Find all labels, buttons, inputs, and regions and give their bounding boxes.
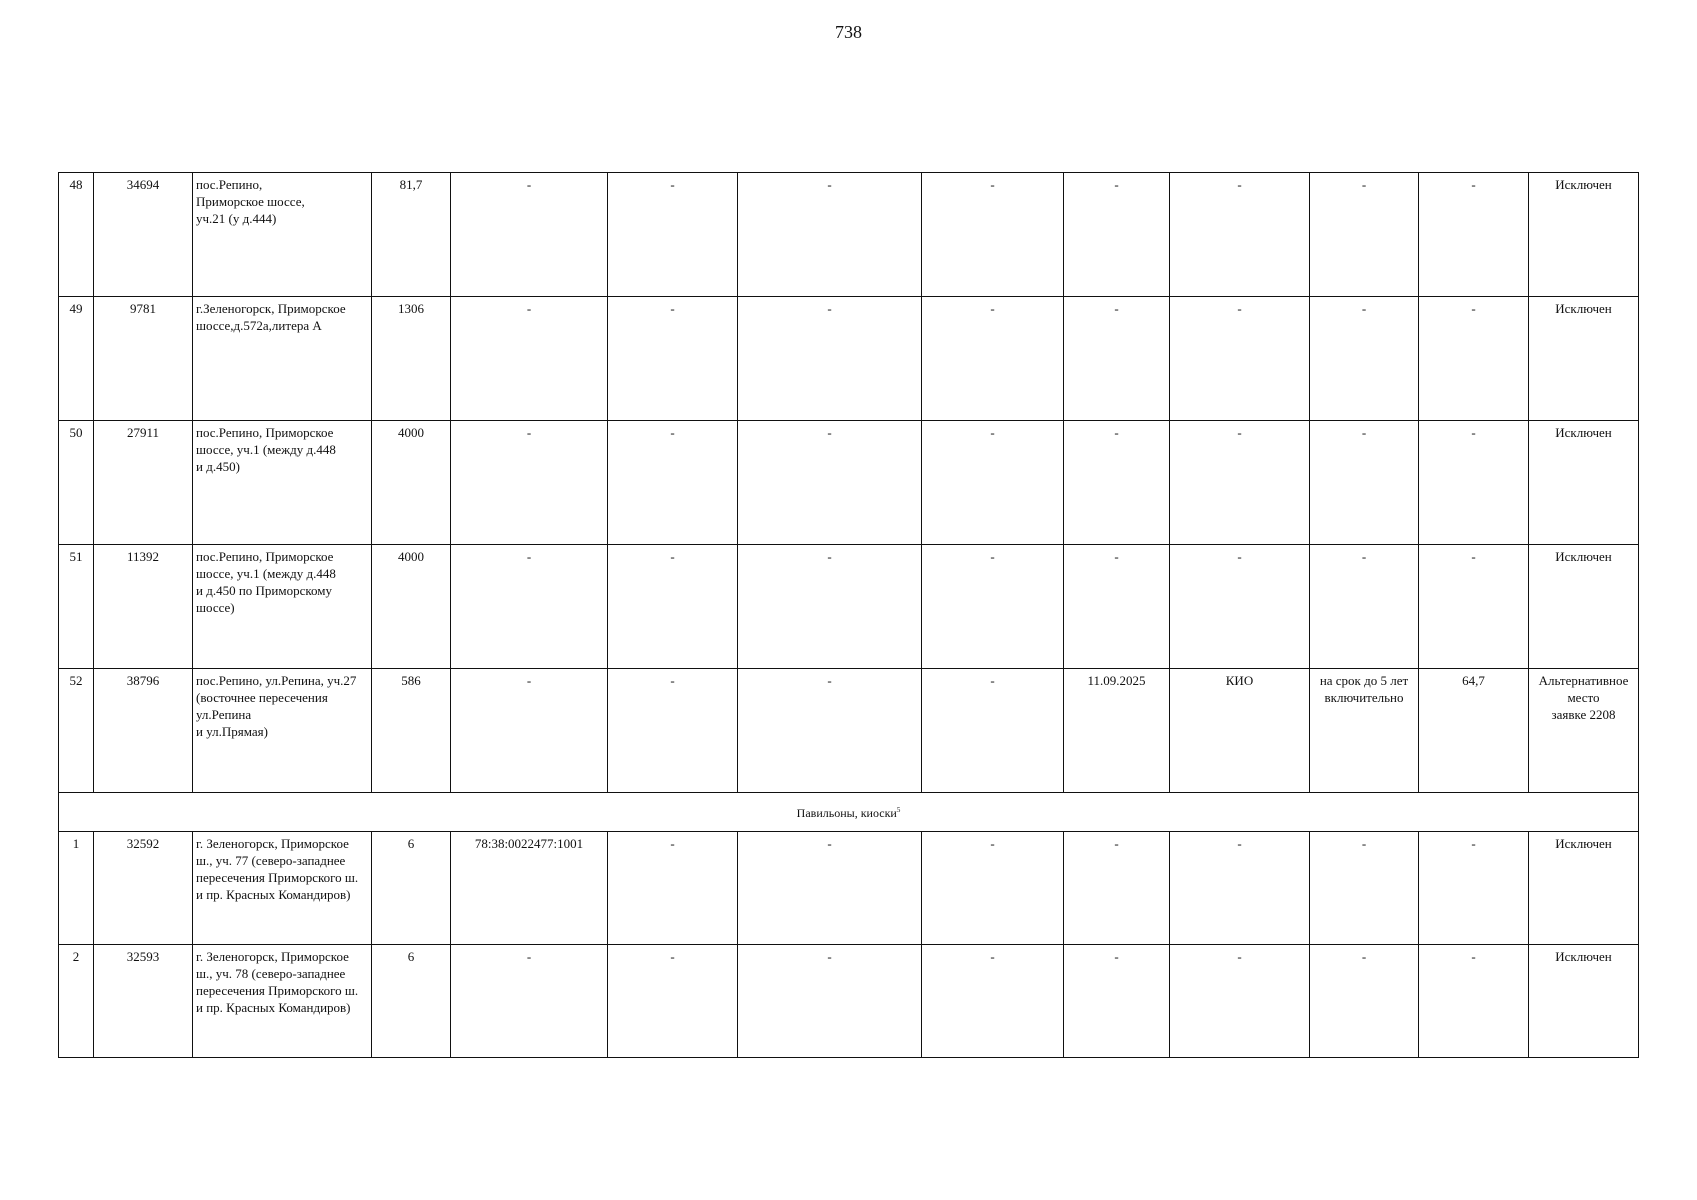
table-row [59, 832, 1639, 945]
cell-address [193, 421, 372, 545]
table-row [59, 669, 1639, 793]
cell-date-text: - [1114, 177, 1119, 192]
cell-term-text: - [1361, 177, 1367, 192]
cell-address-text: пос.Репино, Приморское шоссе, уч.1 (между д.448 и д.450 по Приморскому шоссе) [196, 549, 336, 615]
cell-status [1529, 297, 1639, 421]
cell-object-id [94, 832, 193, 945]
cell-col8-text: - [990, 549, 995, 564]
cell-area [372, 173, 451, 297]
cell-term-text: - [1361, 425, 1367, 440]
cell-cadastral-text: - [526, 549, 532, 564]
cell-col6 [608, 545, 738, 669]
cell-area [372, 832, 451, 945]
cell-status [1529, 945, 1639, 1058]
cell-number-text: 51 [69, 549, 83, 564]
cell-term [1310, 173, 1419, 297]
cell-col6-text: - [670, 836, 675, 851]
cell-area [372, 545, 451, 669]
cell-status-text: Альтернативное место заявке 2208 [1538, 673, 1629, 722]
cell-col6-text: - [670, 673, 675, 688]
table-body-after-section [59, 832, 1639, 1058]
cell-value-text: - [1471, 949, 1476, 964]
cell-status-text: Исключен [1555, 949, 1612, 964]
table-row [59, 421, 1639, 545]
cell-authority-text: - [1237, 549, 1242, 564]
cell-col7 [738, 173, 922, 297]
cell-cadastral [451, 421, 608, 545]
cell-authority [1170, 173, 1310, 297]
cell-authority-text: КИО [1225, 673, 1254, 688]
registry-table [58, 172, 1639, 1058]
cell-col6 [608, 421, 738, 545]
cell-col7 [738, 545, 922, 669]
cell-value [1419, 173, 1529, 297]
cell-col7-text: - [827, 949, 832, 964]
cell-number [59, 545, 94, 669]
cell-term-text: на срок до 5 лет включительно [1319, 673, 1409, 705]
cell-date [1064, 421, 1170, 545]
cell-col8-text: - [990, 177, 995, 192]
cell-col6-text: - [670, 949, 675, 964]
cell-number [59, 669, 94, 793]
cell-term-text: - [1361, 301, 1367, 316]
cell-object-id-text: 11392 [126, 549, 160, 564]
cell-col8 [922, 173, 1064, 297]
table-row [59, 173, 1639, 297]
section-footnote-marker: 5 [896, 806, 901, 814]
cell-cadastral [451, 669, 608, 793]
cell-area [372, 421, 451, 545]
cell-area [372, 945, 451, 1058]
cell-term-text: - [1361, 549, 1367, 564]
cell-term-text: - [1361, 949, 1367, 964]
cell-value [1419, 669, 1529, 793]
cell-area-text: 4000 [398, 425, 424, 440]
cell-col7 [738, 945, 922, 1058]
cell-status [1529, 669, 1639, 793]
cell-area-text: 81,7 [399, 177, 423, 192]
cell-object-id-text: 32593 [126, 949, 160, 964]
cell-col6 [608, 173, 738, 297]
cell-term-text: - [1361, 836, 1367, 851]
cell-area [372, 669, 451, 793]
cell-area-text: 6 [407, 949, 415, 964]
cell-area-text: 1306 [398, 301, 424, 316]
cell-number-text: 49 [69, 301, 83, 316]
cell-number-text: 48 [69, 177, 83, 192]
cell-address-text: пос.Репино, Приморское шоссе, уч.21 (у д.444) [196, 177, 305, 226]
cell-col7-text: - [827, 673, 832, 688]
cell-cadastral-text: - [526, 949, 532, 964]
cell-date [1064, 297, 1170, 421]
cell-value [1419, 421, 1529, 545]
cell-authority [1170, 421, 1310, 545]
cell-address [193, 945, 372, 1058]
cell-col7-text: - [827, 301, 832, 316]
cell-col8 [922, 945, 1064, 1058]
cell-col6 [608, 945, 738, 1058]
cell-authority-text: - [1237, 301, 1242, 316]
table-row [59, 545, 1639, 669]
cell-col6 [608, 669, 738, 793]
cell-col7 [738, 669, 922, 793]
cell-col8 [922, 669, 1064, 793]
cell-number [59, 421, 94, 545]
cell-col7-text: - [827, 425, 832, 440]
cell-col7 [738, 297, 922, 421]
cell-col8 [922, 545, 1064, 669]
cell-col6 [608, 832, 738, 945]
cell-number-text: 50 [69, 425, 83, 440]
cell-date [1064, 669, 1170, 793]
cell-number [59, 945, 94, 1058]
cell-date-text: - [1114, 301, 1119, 316]
section-header [59, 793, 1639, 832]
cell-date-text: 11.09.2025 [1087, 673, 1146, 688]
cell-authority-text: - [1237, 949, 1242, 964]
cell-authority [1170, 832, 1310, 945]
cell-address [193, 297, 372, 421]
cell-date-text: - [1114, 425, 1119, 440]
cell-cadastral-text: - [526, 177, 532, 192]
cell-col8 [922, 832, 1064, 945]
cell-cadastral-text: - [526, 301, 532, 316]
cell-value-text: - [1471, 549, 1476, 564]
cell-authority-text: - [1237, 425, 1242, 440]
cell-col6-text: - [670, 425, 675, 440]
cell-value-text: - [1471, 301, 1476, 316]
cell-area-text: 4000 [398, 549, 424, 564]
cell-object-id-text: 38796 [126, 673, 160, 688]
cell-value [1419, 545, 1529, 669]
cell-date-text: - [1114, 949, 1119, 964]
cell-col8 [922, 421, 1064, 545]
table-body-before-section [59, 173, 1639, 793]
cell-term [1310, 297, 1419, 421]
cell-number [59, 832, 94, 945]
cell-term [1310, 832, 1419, 945]
section-row [59, 793, 1639, 832]
cell-col8-text: - [990, 425, 995, 440]
cell-cadastral [451, 297, 608, 421]
cell-term [1310, 669, 1419, 793]
cell-address [193, 173, 372, 297]
cell-status-text: Исключен [1555, 425, 1612, 440]
section-heading: Павильоны, киоски [796, 806, 897, 820]
cell-cadastral-text: - [526, 425, 532, 440]
cell-term [1310, 545, 1419, 669]
cell-number [59, 297, 94, 421]
cell-authority [1170, 669, 1310, 793]
cell-value [1419, 832, 1529, 945]
cell-authority [1170, 545, 1310, 669]
cell-number-text: 2 [72, 949, 80, 964]
table-row [59, 297, 1639, 421]
cell-cadastral [451, 173, 608, 297]
cell-col6 [608, 297, 738, 421]
cell-cadastral [451, 832, 608, 945]
cell-area [372, 297, 451, 421]
cell-col8-text: - [990, 673, 995, 688]
cell-col6-text: - [670, 549, 675, 564]
cell-authority [1170, 945, 1310, 1058]
cell-status [1529, 545, 1639, 669]
cell-authority-text: - [1237, 836, 1242, 851]
cell-area-text: 6 [407, 836, 415, 851]
cell-status [1529, 832, 1639, 945]
cell-address-text: г. Зеленогорск, Приморское ш., уч. 77 (северо-западнее пересечения Приморского ш. и пр. Красных Командиров) [196, 836, 359, 902]
cell-status-text: Исключен [1555, 836, 1612, 851]
cell-address [193, 545, 372, 669]
cell-term [1310, 421, 1419, 545]
cell-col8-text: - [990, 301, 995, 316]
cell-value-text: 64,7 [1462, 673, 1485, 688]
cell-col8-text: - [990, 836, 995, 851]
cell-number-text: 52 [69, 673, 83, 688]
cell-term [1310, 945, 1419, 1058]
cell-date [1064, 945, 1170, 1058]
cell-value [1419, 945, 1529, 1058]
cell-date [1064, 832, 1170, 945]
cell-col6-text: - [670, 177, 675, 192]
cell-date-text: - [1114, 836, 1119, 851]
cell-address-text: г. Зеленогорск, Приморское ш., уч. 78 (северо-западнее пересечения Приморского ш. и пр. Красных Командиров) [196, 949, 359, 1015]
cell-col7-text: - [827, 836, 832, 851]
cell-authority-text: - [1237, 177, 1242, 192]
cell-address [193, 669, 372, 793]
cell-date [1064, 545, 1170, 669]
cell-status [1529, 173, 1639, 297]
cell-col7 [738, 421, 922, 545]
cell-object-id [94, 669, 193, 793]
cell-object-id [94, 421, 193, 545]
cell-col7-text: - [827, 549, 832, 564]
cell-object-id [94, 173, 193, 297]
cell-object-id-text: 9781 [130, 301, 156, 316]
cell-authority [1170, 297, 1310, 421]
cell-object-id-text: 34694 [126, 177, 160, 192]
cell-status [1529, 421, 1639, 545]
cell-object-id [94, 545, 193, 669]
cell-value-text: - [1471, 425, 1476, 440]
cell-number [59, 173, 94, 297]
cell-cadastral [451, 945, 608, 1058]
cell-cadastral-text: 78:38:0022477:1001 [474, 836, 584, 851]
cell-value-text: - [1471, 177, 1476, 192]
cell-area-text: 586 [401, 673, 421, 688]
cell-col8-text: - [990, 949, 995, 964]
cell-object-id-text: 32592 [126, 836, 160, 851]
cell-address-text: г.Зеленогорск, Приморское шоссе,д.572а,литера А [196, 301, 346, 333]
cell-object-id [94, 297, 193, 421]
cell-status-text: Исключен [1555, 301, 1612, 316]
cell-col8 [922, 297, 1064, 421]
cell-address [193, 832, 372, 945]
cell-value [1419, 297, 1529, 421]
cell-col6-text: - [670, 301, 675, 316]
cell-cadastral [451, 545, 608, 669]
cell-object-id [94, 945, 193, 1058]
cell-number-text: 1 [72, 836, 80, 851]
cell-col7-text: - [827, 177, 832, 192]
table-row [59, 945, 1639, 1058]
cell-object-id-text: 27911 [126, 425, 160, 440]
cell-value-text: - [1471, 836, 1476, 851]
cell-address-text: пос.Репино, ул.Репина, уч.27 (восточнее пересечения ул.Репина и ул.Прямая) [196, 673, 357, 739]
section-heading-cell [59, 793, 1639, 832]
cell-col7 [738, 832, 922, 945]
cell-status-text: Исключен [1555, 177, 1612, 192]
cell-address-text: пос.Репино, Приморское шоссе, уч.1 (между д.448 и д.450) [196, 425, 336, 474]
cell-date [1064, 173, 1170, 297]
page-number: 738 [835, 22, 862, 42]
cell-date-text: - [1114, 549, 1119, 564]
cell-status-text: Исключен [1555, 549, 1612, 564]
cell-cadastral-text: - [526, 673, 532, 688]
